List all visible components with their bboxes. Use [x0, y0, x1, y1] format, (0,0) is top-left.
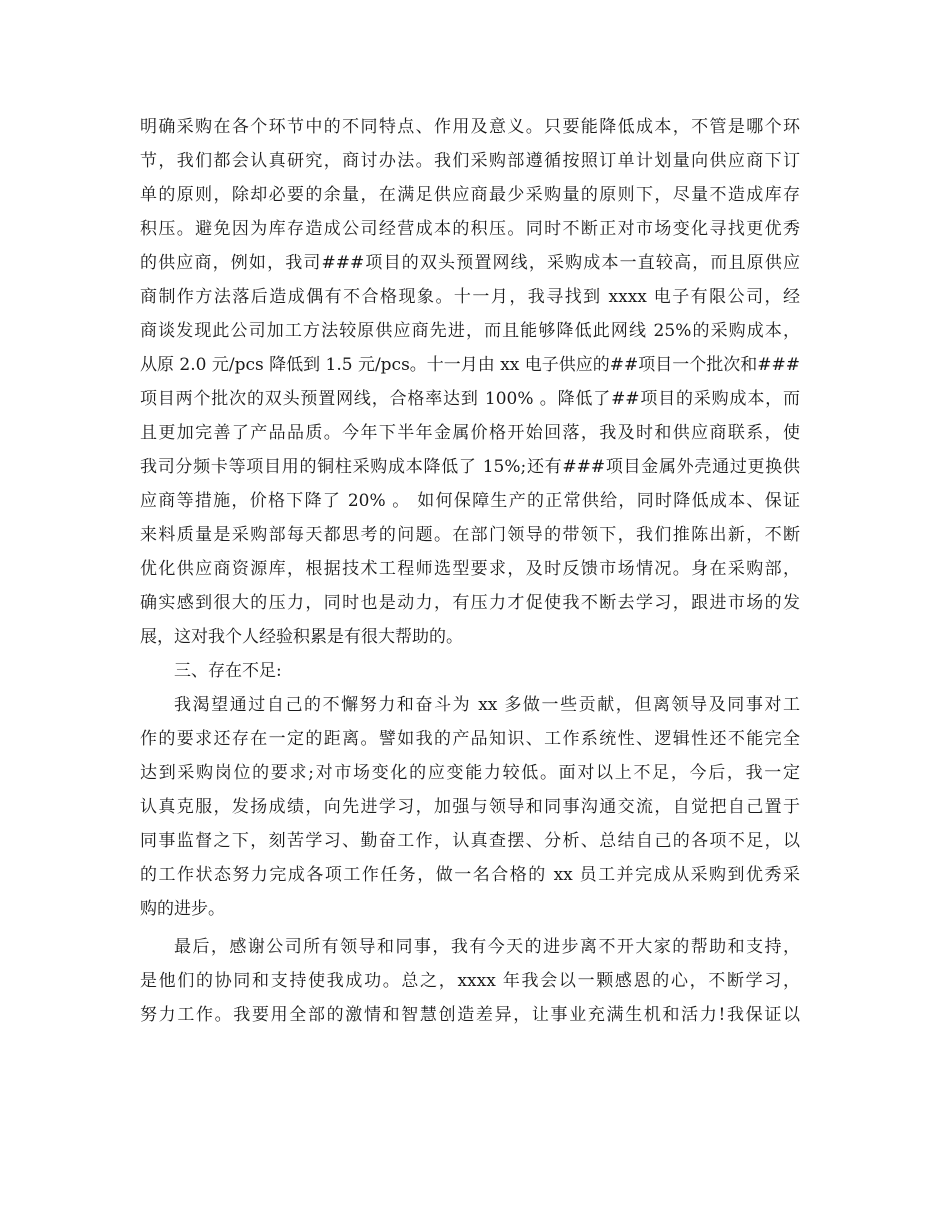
text-line: 明确采购在各个环节中的不同特点、作用及意义。只要能降低成本，不管是哪个环 [140, 117, 800, 137]
text-line: 我司分频卡等项目用的铜柱采购成本降低了 15%;还有###项目金属外壳通过更换供 [140, 457, 800, 477]
text-line: 商制作方法落后造成偶有不合格现象。十一月，我寻找到 xxxx 电子有限公司，经 [140, 287, 800, 307]
document-body [140, 110, 800, 1032]
text-line: 努力工作。我要用全部的激情和智慧创造差异，让事业充满生机和活力!我保证以 [140, 1005, 800, 1025]
text-line: 的供应商，例如，我司###项目的双头预置网线，采购成本一直较高，而且原供应 [140, 253, 800, 273]
text-line: 购的进步。 [140, 899, 225, 919]
text-line: 单的原则，除却必要的余量，在满足供应商最少采购量的原则下，尽量不造成库存 [140, 185, 800, 205]
text-line: 从原 2.0 元/pcs 降低到 1.5 元/pcs。十一月由 xx 电子供应的##项目一个批次和### [140, 355, 800, 375]
text-line: 的工作状态努力完成各项工作任务，做一名合格的 xx 员工并完成从采购到优秀采 [140, 865, 800, 885]
text-line: 认真克服，发扬成绩，向先进学习，加强与领导和同事沟通交流，自觉把自己置于 [140, 797, 800, 817]
text-line: 展，这对我个人经验积累是有很大帮助的。 [140, 627, 463, 647]
text-line: 最后，感谢公司所有领导和同事，我有今天的进步离不开大家的帮助和支持， [174, 937, 800, 957]
text-line: 达到采购岗位的要求;对市场变化的应变能力较低。面对以上不足，今后，我一定 [140, 763, 800, 783]
paragraph-closing [140, 930, 800, 1032]
section-heading: 三、存在不足: [174, 661, 282, 681]
text-line: 项目两个批次的双头预置网线，合格率达到 100% 。降低了##项目的采购成本，而 [140, 389, 800, 409]
text-line: 积压。避免因为库存造成公司经营成本的积压。同时不断正对市场变化寻找更优秀 [140, 219, 800, 239]
text-line: 商谈发现此公司加工方法较原供应商先进，而且能够降低此网线 25%的采购成本， [140, 321, 800, 341]
text-line: 来料质量是采购部每天都思考的问题。在部门领导的带领下，我们推陈出新，不断 [140, 525, 800, 545]
text-line: 节，我们都会认真研究，商讨办法。我们采购部遵循按照订单计划量向供应商下订 [140, 151, 800, 171]
text-line: 确实感到很大的压力，同时也是动力，有压力才促使我不断去学习，跟进市场的发 [140, 593, 800, 613]
text-line: 同事监督之下，刻苦学习、勤奋工作，认真查摆、分析、总结自己的各项不足，以 [140, 831, 800, 851]
text-line: 优化供应商资源库，根据技术工程师选型要求，及时反馈市场情况。身在采购部， [140, 559, 800, 579]
text-line: 且更加完善了产品品质。今年下半年金属价格开始回落，我及时和供应商联系，使 [140, 423, 800, 443]
paragraph-procurement [140, 110, 800, 654]
paragraph-shortcomings [140, 688, 800, 926]
text-line: 应商等措施，价格下降了 20% 。 如何保障生产的正常供给，同时降低成本、保证 [140, 491, 800, 511]
text-line: 作的要求还存在一定的距离。譬如我的产品知识、工作系统性、逻辑性还不能完全 [140, 729, 800, 749]
text-line: 我渴望通过自己的不懈努力和奋斗为 xx 多做一些贡献，但离领导及同事对工 [174, 695, 800, 715]
text-line: 是他们的协同和支持使我成功。总之，xxxx 年我会以一颗感恩的心，不断学习， [140, 971, 800, 991]
